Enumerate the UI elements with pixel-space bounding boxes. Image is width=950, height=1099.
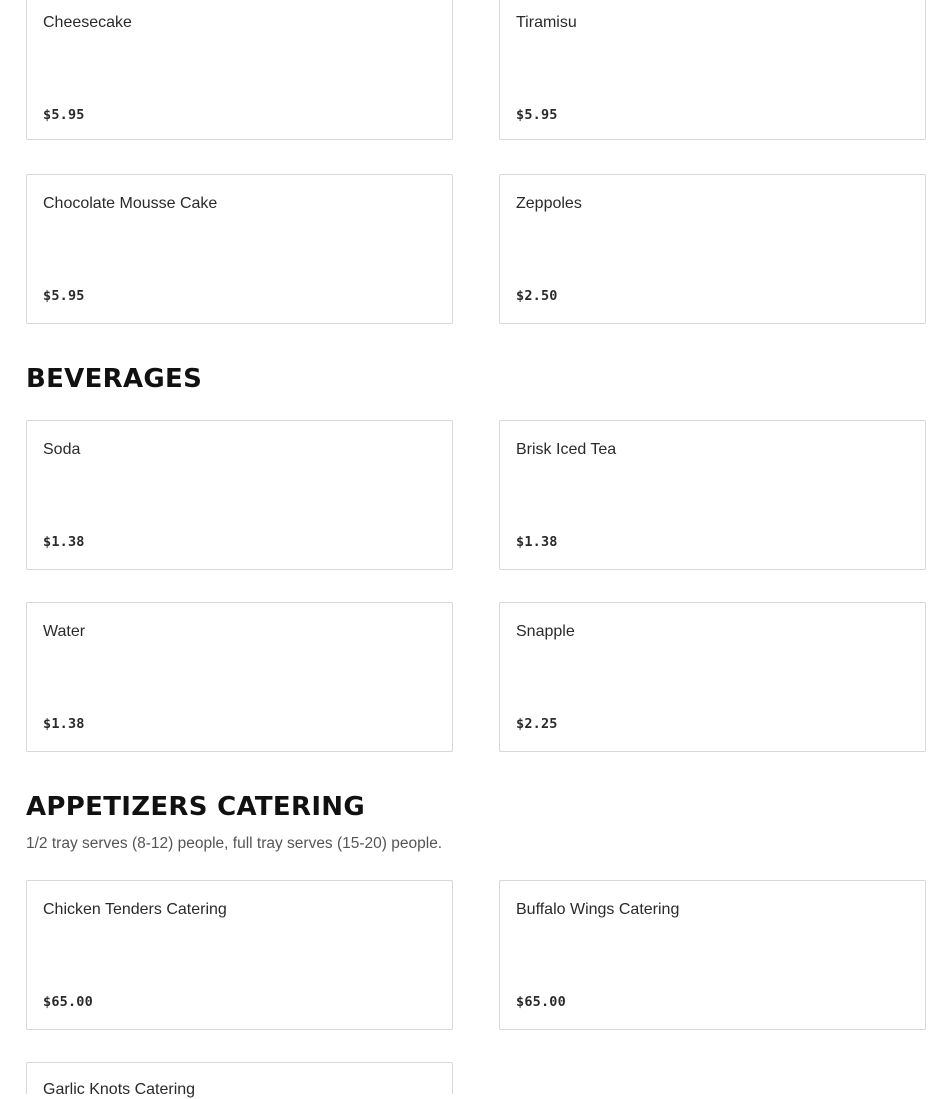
menu-item-card[interactable] (26, 0, 453, 140)
menu-item-card[interactable] (499, 420, 926, 570)
menu-item-card[interactable] (26, 1062, 453, 1098)
menu-item-price: $1.38 (516, 534, 558, 550)
menu-item-name: Zeppoles (516, 195, 582, 212)
section-description: 1/2 tray serves (8-12) people, full tray serves (15-20) people. (26, 835, 443, 852)
menu-item-name: Garlic Knots Catering (43, 1081, 196, 1098)
menu-item-card[interactable] (499, 0, 926, 140)
menu-item-price: $2.25 (516, 716, 558, 732)
section-title-appetizers-catering: APPETIZERS CATERING (26, 792, 365, 822)
menu-item-name: Brisk Iced Tea (516, 441, 617, 458)
menu-item-price: $65.00 (43, 994, 93, 1010)
menu-item-name: Buffalo Wings Catering (516, 901, 680, 918)
menu-item-price: $65.00 (516, 994, 566, 1010)
menu-item-name: Tiramisu (516, 14, 577, 31)
menu-item-card[interactable] (499, 174, 926, 324)
menu-item-price: $1.38 (43, 716, 85, 732)
menu-item-price: $2.50 (516, 288, 558, 304)
menu-item-price: $5.95 (43, 288, 85, 304)
menu-item-name: Snapple (516, 623, 575, 640)
section-title-beverages: BEVERAGES (26, 364, 203, 394)
menu-item-card[interactable] (26, 880, 453, 1030)
menu-item-name: Chicken Tenders Catering (43, 901, 227, 918)
menu-item-card[interactable] (26, 174, 453, 324)
menu-item-price: $5.95 (516, 107, 558, 123)
menu-item-card[interactable] (26, 420, 453, 570)
menu-item-name: Chocolate Mousse Cake (43, 195, 218, 212)
menu-item-card[interactable] (26, 602, 453, 752)
menu-item-name: Cheesecake (43, 14, 132, 31)
menu-item-price: $5.95 (43, 107, 85, 123)
menu-item-card[interactable] (499, 880, 926, 1030)
menu-item-name: Soda (43, 441, 81, 458)
menu-item-card[interactable] (499, 602, 926, 752)
menu-item-name: Water (43, 623, 86, 640)
menu-item-price: $1.38 (43, 534, 85, 550)
